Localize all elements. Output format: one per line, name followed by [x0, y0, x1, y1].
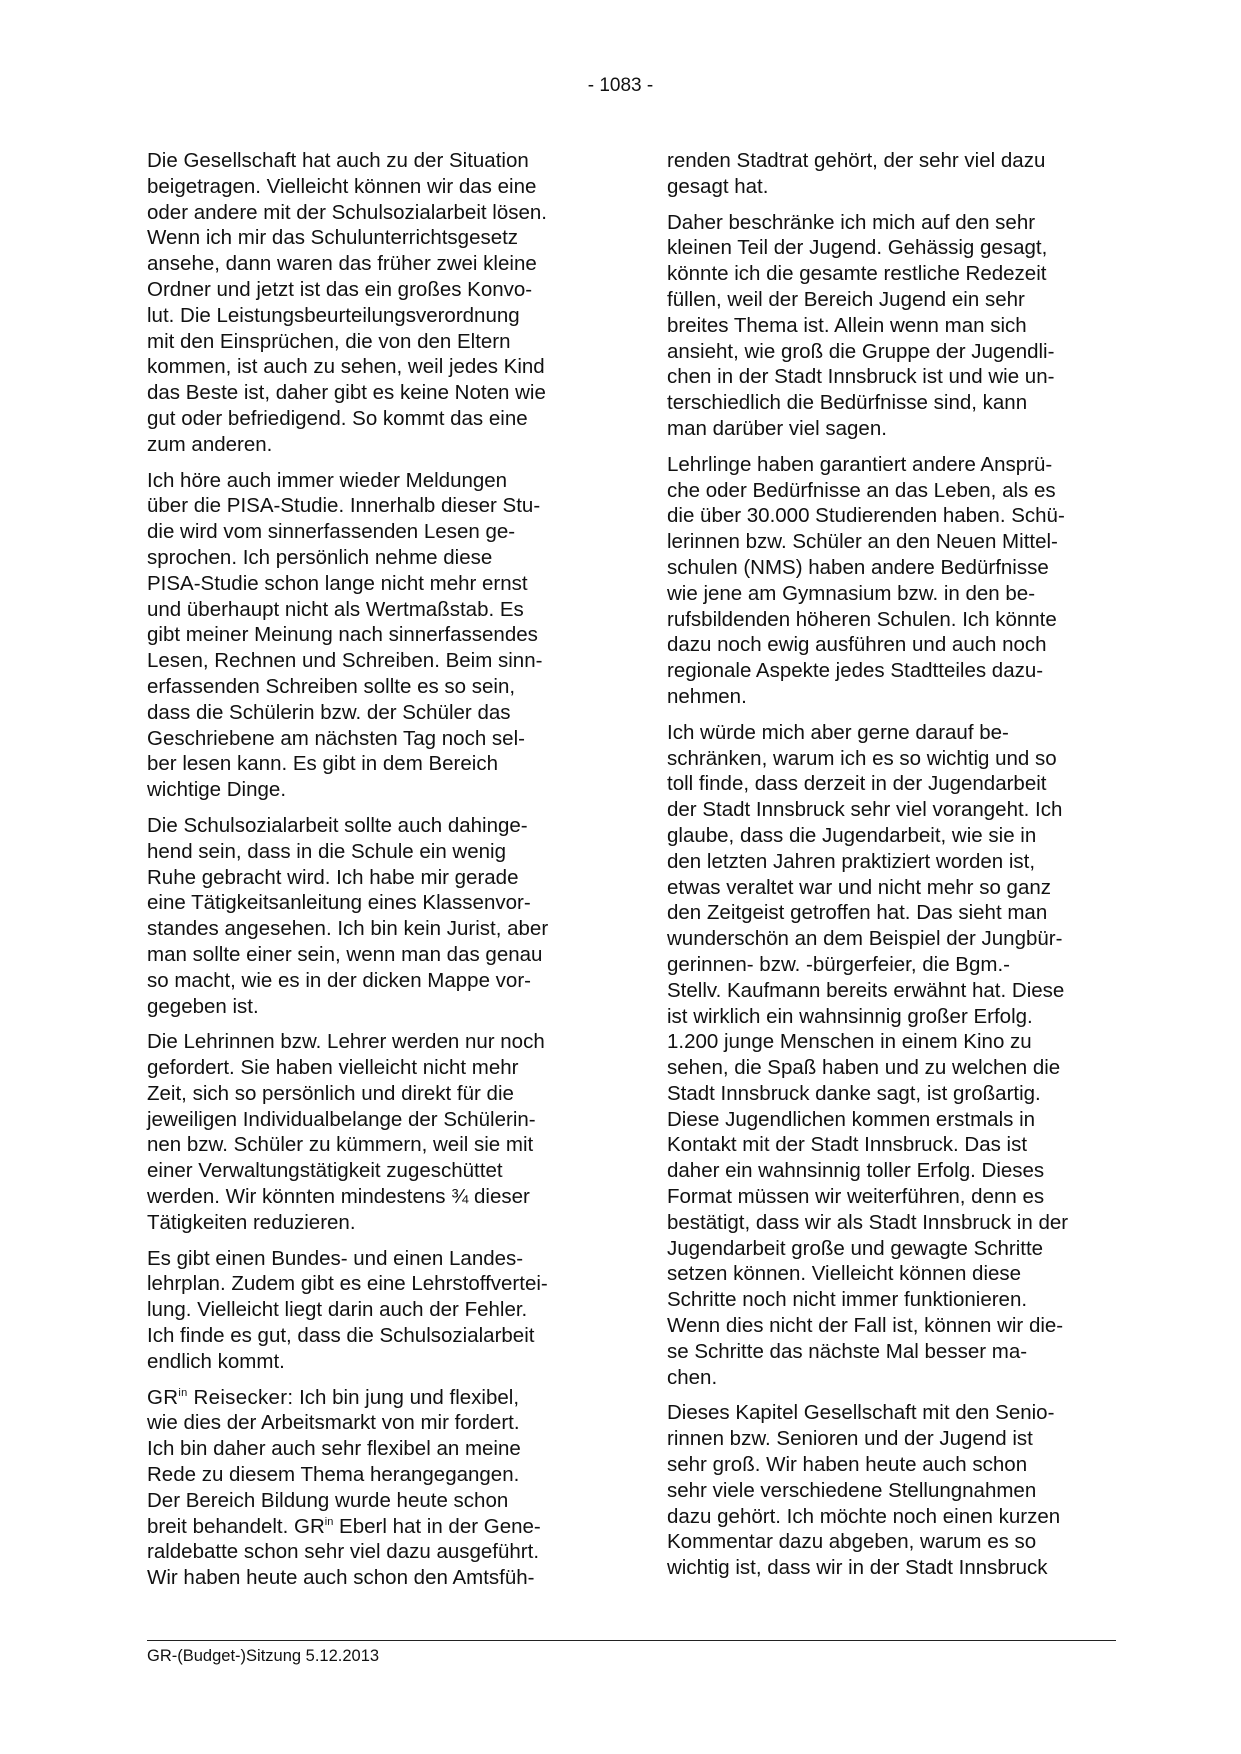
text-line: Ich bin daher auch sehr flexibel an meine	[147, 1437, 521, 1461]
text-line: einer Verwaltungstätigkeit zugeschüttet	[147, 1159, 503, 1183]
text-line: über die PISA-Studie. Innerhalb dieser Stu-	[147, 494, 541, 518]
text-line: sehen, die Spaß haben und zu welchen die	[667, 1056, 1061, 1080]
text-line: wie dies der Arbeitsmarkt von mir fordert.	[147, 1411, 520, 1435]
text-line: standes angesehen. Ich bin kein Jurist, aber	[147, 917, 549, 941]
text-line: sehr groß. Wir haben heute auch schon	[667, 1453, 1028, 1477]
text-line: etwas veraltet war und nicht mehr so ganz	[667, 875, 1051, 899]
text-line: Stellv. Kaufmann bereits erwähnt hat. Diese	[667, 978, 1065, 1002]
text-line: breites Thema ist. Allein wenn man sich	[667, 313, 1027, 337]
text-line: chen.	[667, 1365, 718, 1389]
text-line: Lehrlinge haben garantiert andere Ansprü-	[667, 452, 1053, 476]
text-line: Ich würde mich aber gerne darauf be-	[667, 720, 1009, 744]
text-line: Wenn dies nicht der Fall ist, können wir die-	[667, 1314, 1064, 1338]
text-line: nen bzw. Schüler zu kümmern, weil sie mit	[147, 1133, 534, 1157]
text-line: schulen (NMS) haben andere Bedürfnisse	[667, 555, 1049, 579]
paragraph	[147, 468, 603, 803]
text-line: Tätigkeiten reduzieren.	[147, 1210, 356, 1234]
text-line: wichtige Dinge.	[147, 778, 287, 802]
text-line: lung. Vielleicht liegt darin auch der Fehler.	[147, 1298, 528, 1322]
text-line: erfassenden Schreiben sollte es so sein,	[147, 674, 516, 698]
text-line: Kommentar dazu abgeben, warum es so	[667, 1530, 1037, 1554]
text-line: glaube, dass die Jugendarbeit, wie sie in	[667, 823, 1037, 847]
text-line: PISA-Studie schon lange nicht mehr ernst	[147, 571, 528, 595]
speaker-paragraph	[147, 1385, 603, 1591]
text-line: lut. Die Leistungsbeurteilungsverordnung	[147, 303, 520, 327]
text-line: ber lesen kann. Es gibt in dem Bereich	[147, 752, 498, 776]
text-line: daher ein wahnsinnig toller Erfolg. Dieses	[667, 1159, 1045, 1183]
text-line: dazu gehört. Ich möchte noch einen kurzen	[667, 1504, 1061, 1528]
text-line: Ruhe gebracht wird. Ich habe mir gerade	[147, 865, 519, 889]
text-line: gibt meiner Meinung nach sinnerfassendes	[147, 623, 538, 647]
text-line: schränken, warum ich es so wichtig und so	[667, 746, 1057, 770]
text-line: eine Tätigkeitsanleitung eines Klassenvor-	[147, 891, 531, 915]
text-line: Die Gesellschaft hat auch zu der Situation	[147, 149, 529, 172]
text-line: das Beste ist, daher gibt es keine Noten wie	[147, 381, 546, 405]
text-line: sehr viele verschiedene Stellungnahmen	[667, 1478, 1037, 1502]
text-line: sprochen. Ich persönlich nehme diese	[147, 545, 493, 569]
text-line: Schritte noch nicht immer funktionieren.	[667, 1288, 1028, 1312]
text-line: Kontakt mit der Stadt Innsbruck. Das ist	[667, 1133, 1028, 1157]
text-line: ansieht, wie groß die Gruppe der Jugendli-	[667, 339, 1055, 363]
text-line: dazu noch ewig ausführen und auch noch	[667, 633, 1047, 657]
text-line: Dieses Kapitel Gesellschaft mit den Senio-	[667, 1401, 1055, 1425]
paragraph	[147, 1029, 603, 1235]
text-line: wie jene am Gymnasium bzw. in den be-	[667, 581, 1036, 605]
text-line: die wird vom sinnerfassenden Lesen ge-	[147, 520, 516, 544]
text-line: se Schritte das nächste Mal besser ma-	[667, 1339, 1028, 1363]
left-column	[147, 148, 603, 1601]
text-line: lerinnen bzw. Schüler an den Neuen Mittel-	[667, 530, 1058, 554]
paragraph	[667, 452, 1123, 710]
text-line: ist wirklich ein wahnsinnig großer Erfolg.	[667, 1004, 1033, 1028]
text-line: Ich finde es gut, dass die Schulsozialarbeit	[147, 1324, 535, 1348]
text-line: Ordner und jetzt ist das ein großes Konvo-	[147, 277, 533, 301]
paragraph	[147, 813, 603, 1019]
text-line: wunderschön an dem Beispiel der Jungbür-	[667, 927, 1063, 951]
text-line: man darüber viel sagen.	[667, 416, 887, 440]
speaker-line: $GR^{in}$ Reisecker: Ich bin jung und flexibel,	[147, 1385, 520, 1409]
right-column	[667, 148, 1123, 1591]
text-line: dass die Schülerin bzw. der Schüler das	[147, 700, 511, 724]
text-line: den Zeitgeist getroffen hat. Das sieht man	[667, 901, 1048, 925]
text-line: zum anderen.	[147, 432, 273, 456]
text-line: gefordert. Sie haben vielleicht nicht mehr	[147, 1056, 519, 1080]
text-line: Der Bereich Bildung wurde heute schon	[147, 1488, 509, 1512]
text-line: Diese Jugendlichen kommen erstmals in	[667, 1107, 1036, 1131]
text-line: gesagt hat.	[667, 174, 769, 198]
text-line: setzen können. Vielleicht können diese	[667, 1262, 1022, 1286]
text-line: rufsbildenden höheren Schulen. Ich könnte	[667, 607, 1057, 631]
text-line: den letzten Jahren praktiziert worden ist,	[667, 849, 1036, 873]
text-line: toll finde, dass derzeit in der Jugendarbeit	[667, 772, 1047, 796]
paragraph	[147, 148, 603, 458]
text-line: Daher beschränke ich mich auf den sehr	[667, 210, 1036, 234]
text-line: Lesen, Rechnen und Schreiben. Beim sinn-	[147, 649, 543, 673]
text-line: breit behandelt. $GR^{in}$ Eberl hat in der Gene-	[147, 1514, 541, 1538]
text-line: bestätigt, dass wir als Stadt Innsbruck in der	[667, 1210, 1069, 1234]
text-line: nehmen.	[667, 684, 747, 708]
speaker-title: $GR^{in}$ Reisecker:	[147, 1385, 294, 1409]
text-line: der Stadt Innsbruck sehr viel vorangeht. Ich	[667, 798, 1063, 822]
text-line: rinnen bzw. Senioren und der Jugend ist	[667, 1427, 1033, 1451]
paragraph	[667, 210, 1123, 442]
text-line: gegeben ist.	[147, 994, 259, 1018]
text-line: man sollte einer sein, wenn man das genau	[147, 942, 543, 966]
text-line: könnte ich die gesamte restliche Redezeit	[667, 262, 1047, 286]
text-line: renden Stadtrat gehört, der sehr viel dazu	[667, 149, 1046, 172]
text-line: Ich höre auch immer wieder Meldungen	[147, 468, 508, 492]
text-line: che oder Bedürfnisse an das Leben, als es	[667, 478, 1056, 502]
paragraph	[667, 720, 1123, 1391]
text-line: gut oder befriedigend. So kommt das eine	[147, 406, 528, 430]
text-line: mit den Einsprüchen, die von den Eltern	[147, 329, 511, 353]
text-line: so macht, wie es in der dicken Mappe vor-	[147, 968, 531, 992]
text-line: 1.200 junge Menschen in einem Kino zu	[667, 1030, 1032, 1054]
text-line: kleinen Teil der Jugend. Gehässig gesagt,	[667, 236, 1048, 260]
text-line: Wenn ich mir das Schulunterrichtsgesetz	[147, 226, 519, 250]
text-line: lehrplan. Zudem gibt es eine Lehrstoffvertei-	[147, 1272, 548, 1296]
text-line: kommen, ist auch zu sehen, weil jedes Kind	[147, 355, 545, 379]
text-line: endlich kommt.	[147, 1349, 285, 1373]
text-line: die über 30.000 Studierenden haben. Schü-	[667, 504, 1065, 528]
text-line: raldebatte schon sehr viel dazu ausgeführt.	[147, 1540, 540, 1564]
text-line: Zeit, sich so persönlich und direkt für die	[147, 1081, 514, 1105]
text-line: Es gibt einen Bundes- und einen Landes-	[147, 1246, 524, 1270]
paragraph	[667, 1400, 1123, 1581]
page-number: - 1083 -	[587, 75, 654, 96]
text-line: werden. Wir könnten mindestens ¾ dieser	[147, 1185, 530, 1209]
text-line: wichtig ist, dass wir in der Stadt Innsbruck	[667, 1556, 1048, 1580]
text-line: füllen, weil der Bereich Jugend ein sehr	[667, 287, 1025, 311]
text-line: chen in der Stadt Innsbruck ist und wie un-	[667, 365, 1055, 389]
text-line: hend sein, dass in die Schule ein wenig	[147, 839, 506, 863]
text-line: oder andere mit der Schulsozialarbeit lösen.	[147, 200, 547, 224]
text-line: Geschriebene am nächsten Tag noch sel-	[147, 726, 525, 750]
text-line: Wir haben heute auch schon den Amtsfüh-	[147, 1566, 535, 1590]
speaker-name: Reisecker:	[187, 1385, 294, 1409]
text-line: gerinnen- bzw. -bürgerfeier, die Bgm.-	[667, 952, 1010, 976]
text-line: Jugendarbeit große und gewagte Schritte	[667, 1236, 1044, 1260]
text-line: Stadt Innsbruck danke sagt, ist großartig.	[667, 1081, 1041, 1105]
text-line: regionale Aspekte jedes Stadtteiles dazu-	[667, 659, 1044, 683]
footer-divider	[147, 1640, 1116, 1641]
paragraph	[147, 1246, 603, 1375]
text-line: Die Lehrinnen bzw. Lehrer werden nur noch	[147, 1030, 545, 1054]
text-line: beigetragen. Vielleicht können wir das eine	[147, 174, 537, 198]
text-line: terschiedlich die Bedürfnisse sind, kann	[667, 391, 1028, 415]
footer-session-label: GR-(Budget-)Sitzung 5.12.2013	[147, 1647, 380, 1665]
text-line: jeweiligen Individualbelange der Schülerin-	[147, 1107, 536, 1131]
text-line: Format müssen wir weiterführen, denn es	[667, 1185, 1045, 1209]
text-line: ansehe, dann waren das früher zwei kleine	[147, 252, 537, 276]
text-line: Die Schulsozialarbeit sollte auch dahinge-	[147, 813, 528, 837]
paragraph	[667, 148, 1123, 200]
text-line: Rede zu diesem Thema herangegangen.	[147, 1463, 520, 1487]
text-line: und überhaupt nicht als Wertmaßstab. Es	[147, 597, 524, 621]
